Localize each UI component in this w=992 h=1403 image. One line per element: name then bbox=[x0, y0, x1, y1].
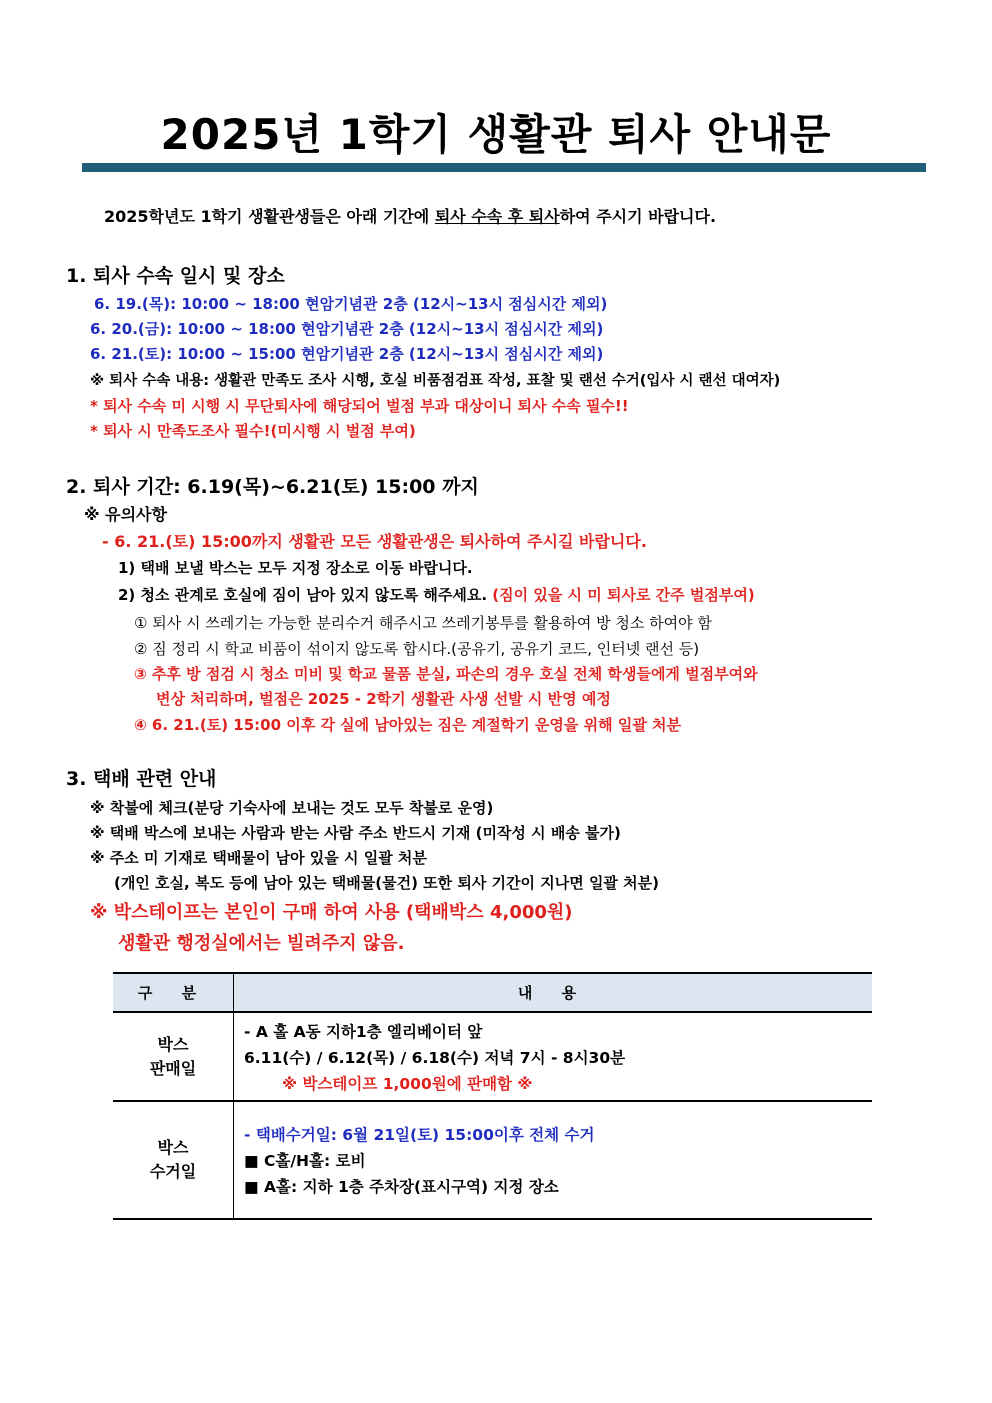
table-cell-category bbox=[113, 1012, 234, 1101]
table-row bbox=[113, 1012, 872, 1101]
section2-heading: 2. 퇴사 기간: 6.19(목)~6.21(토) 15:00 까지 bbox=[66, 476, 479, 498]
row2-content bbox=[234, 1102, 872, 1200]
caution-sub-1: ① 퇴사 시 쓰레기는 가능한 분리수거 해주시고 쓰레기봉투를 활용하여 방 청소 하여야 함 bbox=[134, 614, 712, 632]
caution-sub-2: ② 짐 정리 시 학교 비품이 섞이지 않도록 합시다.(공유기, 공유기 코드, 인터넷 랜선 등) bbox=[134, 640, 700, 658]
category-label bbox=[113, 1033, 233, 1081]
intro-underlined: 퇴사 수속 후 퇴사 bbox=[434, 207, 560, 226]
caution-sub-3: ③ 추후 방 점검 시 청소 미비 및 학교 물품 분실, 파손의 경우 호실 전체 학생들에게 벌점부여와 bbox=[134, 665, 758, 683]
delivery-note: ※ 착불에 체크(분당 기숙사에 보내는 것도 모두 착불로 운영) bbox=[90, 799, 494, 817]
section1-warning: * 퇴사 수속 미 시행 시 무단퇴사에 해당되어 벌점 부과 대상이니 퇴사 수속 필수!! bbox=[90, 397, 629, 415]
title-underline-bar bbox=[82, 163, 926, 172]
row1-line3: ※ 박스테이프 1,000원에 판매함 ※ bbox=[282, 1075, 533, 1093]
row1-line2: 6.11(수) / 6.12(목) / 6.18(수) 저녁 7시 - 8시30분 bbox=[244, 1049, 626, 1067]
row2-line2: ■ C홀/H홀: 로비 bbox=[244, 1152, 366, 1170]
caution-item-2-main: 2) 청소 관계로 호실에 짐이 남아 있지 않도록 해주세요. bbox=[118, 586, 488, 604]
box-info-table bbox=[113, 972, 872, 1220]
table-row bbox=[113, 1101, 872, 1219]
category-line: 판매일 bbox=[149, 1058, 197, 1078]
row1-line1: - A 홀 A동 지하1층 엘리베이터 앞 bbox=[244, 1023, 483, 1041]
page-title: 2025년 1학기 생활관 퇴사 안내문 bbox=[160, 110, 832, 159]
delivery-note: ※ 택배 박스에 보내는 사람과 받는 사람 주소 반드시 기재 (미작성 시 배송 불가) bbox=[90, 824, 621, 842]
caution-sub-3-cont: 변상 처리하며, 벌점은 2025 - 2학기 생활관 사생 선발 시 반영 예정 bbox=[156, 690, 611, 708]
category-line: 박스 bbox=[157, 1138, 189, 1157]
section1-heading: 1. 퇴사 수속 일시 및 장소 bbox=[66, 265, 285, 287]
row1-content bbox=[234, 1013, 872, 1097]
category-line: 박스 bbox=[157, 1034, 189, 1054]
row2-line1: - 택배수거일: 6월 21일(토) 15:00이후 전체 수거 bbox=[244, 1126, 595, 1144]
section1-note: ※ 퇴사 수속 내용: 생활관 만족도 조사 시행, 호실 비품점검표 작성, 표찰 및 랜선 수거(입사 시 랜선 대여자) bbox=[90, 373, 781, 389]
schedule-item: 6. 19.(목): 10:00 ~ 18:00 현암기념관 2층 (12시~13시 점심시간 제외) bbox=[94, 295, 608, 313]
tape-notice-cont: 생활관 행정실에서는 빌려주지 않음. bbox=[118, 933, 405, 954]
schedule-item: 6. 21.(토): 10:00 ~ 15:00 현암기념관 2층 (12시~13시 점심시간 제외) bbox=[90, 345, 604, 363]
caution-item-2 bbox=[118, 584, 755, 605]
caution-item-2-red: (짐이 있을 시 미 퇴사로 간주 벌점부여) bbox=[487, 586, 755, 604]
caution-sub-4: ④ 6. 21.(토) 15:00 이후 각 실에 남아있는 짐은 계절학기 운영을 위해 일괄 처분 bbox=[134, 716, 682, 734]
caution-item-1: 1) 택배 보낼 박스는 모두 지정 장소로 이동 바랍니다. bbox=[118, 559, 473, 577]
table-cell-content bbox=[234, 1101, 873, 1219]
category-line: 수거일 bbox=[149, 1162, 197, 1181]
caution-label: ※ 유의사항 bbox=[84, 505, 167, 524]
row2-line3: ■ A홀: 지하 1층 주차장(표시구역) 지정 장소 bbox=[244, 1178, 559, 1196]
table-cell-content bbox=[234, 1012, 873, 1101]
section1-warning: * 퇴사 시 만족도조사 필수!(미시행 시 벌점 부여) bbox=[90, 422, 416, 440]
section3-heading: 3. 택배 관련 안내 bbox=[66, 768, 217, 790]
schedule-item: 6. 20.(금): 10:00 ~ 18:00 현암기념관 2층 (12시~13시 점심시간 제외) bbox=[90, 320, 604, 338]
table-cell-category bbox=[113, 1101, 234, 1219]
intro-text bbox=[104, 204, 716, 227]
deadline-text: - 6. 21.(토) 15:00까지 생활관 모든 생활관생은 퇴사하여 주시길 바랍니다. bbox=[102, 532, 647, 551]
delivery-note: (개인 호실, 복도 등에 남아 있는 택배물(물건) 또한 퇴사 기간이 지나면 일괄 처분) bbox=[114, 874, 659, 892]
table-header-category: 구 분 bbox=[113, 973, 234, 1012]
intro-before: 2025학년도 1학기 생활관생들은 아래 기간에 bbox=[104, 207, 435, 226]
category-label bbox=[113, 1136, 233, 1184]
tape-notice: ※ 박스테이프는 본인이 구매 하여 사용 (택배박스 4,000원) bbox=[90, 902, 573, 923]
intro-after: 하여 주시기 바랍니다. bbox=[559, 207, 717, 226]
table-header-content: 내 용 bbox=[234, 973, 873, 1012]
delivery-note: ※ 주소 미 기재로 택배물이 남아 있을 시 일괄 처분 bbox=[90, 849, 427, 867]
table-header-row bbox=[113, 973, 872, 1012]
